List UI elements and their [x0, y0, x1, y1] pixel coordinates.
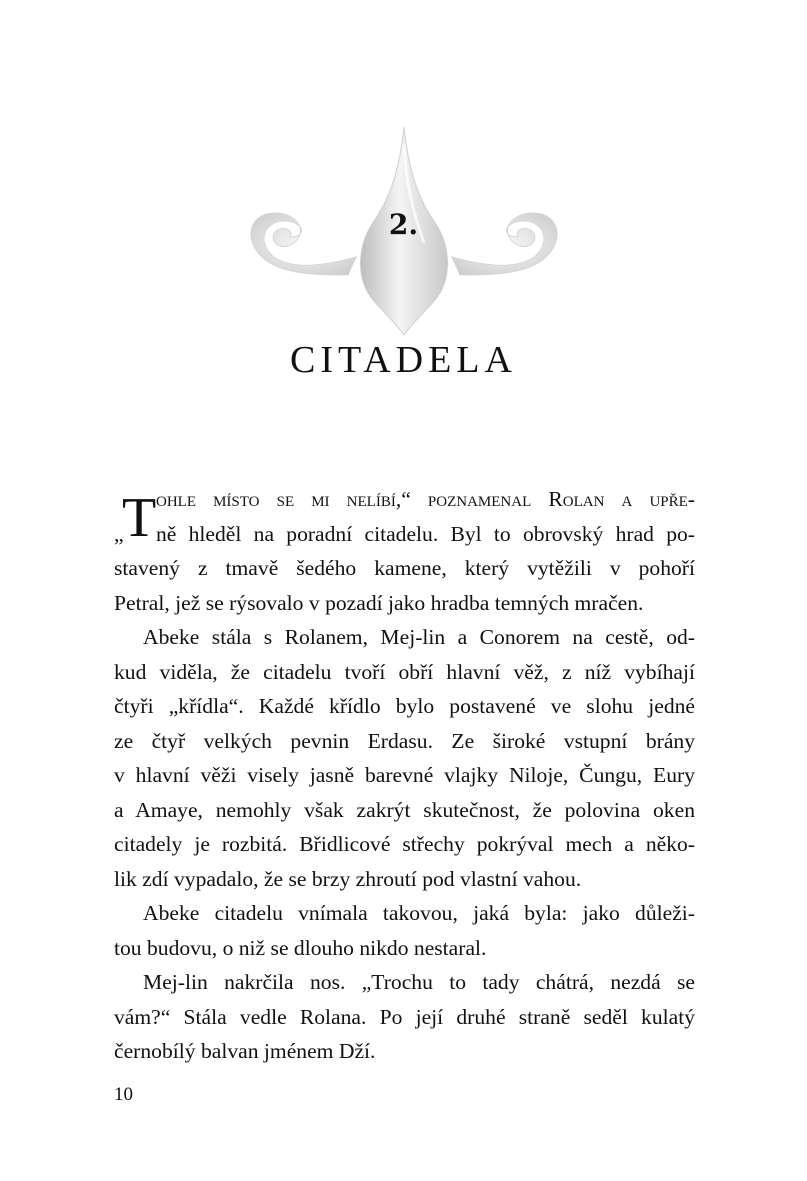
chapter-number: 2.: [388, 208, 419, 241]
text-line: vám?“ Stála vedle Rolana. Po její druhé straně seděl kulatý: [114, 1004, 695, 1029]
chapter-body: [114, 482, 695, 1069]
text-line: lik zdí vypadalo, že se brzy zhroutí pod vlastní vahou.: [114, 866, 582, 891]
text-line: v hlavní věži visely jasně barevné vlajky Niloje, Čungu, Eury: [114, 763, 695, 787]
text-line: ně hleděl na poradní citadelu. Byl to obrovský hrad po-: [156, 521, 695, 546]
paragraph-1-line-2: [114, 517, 695, 552]
text-line: kud viděla, že citadelu tvoří obří hlavní věž, z níž vybíhají: [114, 659, 695, 684]
page-number: 10: [114, 1084, 133, 1105]
text-line: Abeke citadelu vnímala takovou, jaká byla: jako důleži-: [143, 901, 695, 925]
text-line: Mej-lin nakrčila nos. „Trochu to tady chátrá, nezdá se: [143, 970, 695, 994]
text-line: citadely je rozbitá. Břidlicové střechy pokrýval mech a něko-: [114, 832, 695, 856]
chapter-title: CITADELA: [290, 339, 517, 381]
text-line: Abeke stála s Rolanem, Mej-lin a Conorem na cestě, od-: [143, 625, 695, 649]
drop-cap: T: [122, 487, 157, 549]
text-line: stavený z tmavě šedého kamene, který vytěžili v pohoří: [114, 556, 695, 580]
text-line: tou budovu, o niž se dlouho nikdo nestaral.: [114, 935, 487, 960]
text-line: a Amaye, nemohly však zakrýt skutečnost, že polovina oken: [114, 797, 695, 822]
opening-smallcaps-text: ohle místo se mi nelíbí,“ poznamenal Rolan a upře-: [156, 487, 695, 511]
text-line: čtyři „křídla“. Každé křídlo bylo postavené ve slohu jedné: [114, 694, 695, 718]
text-line: Petral, jež se rýsovalo v pozadí jako hradba temných mračen.: [114, 590, 644, 615]
text-line: černobílý balvan jménem Dží.: [114, 1039, 376, 1063]
text-line: ze čtyř velkých pevnin Erdasu. Ze široké vstupní brány: [114, 728, 695, 753]
opening-quote-mark: „: [114, 521, 124, 546]
